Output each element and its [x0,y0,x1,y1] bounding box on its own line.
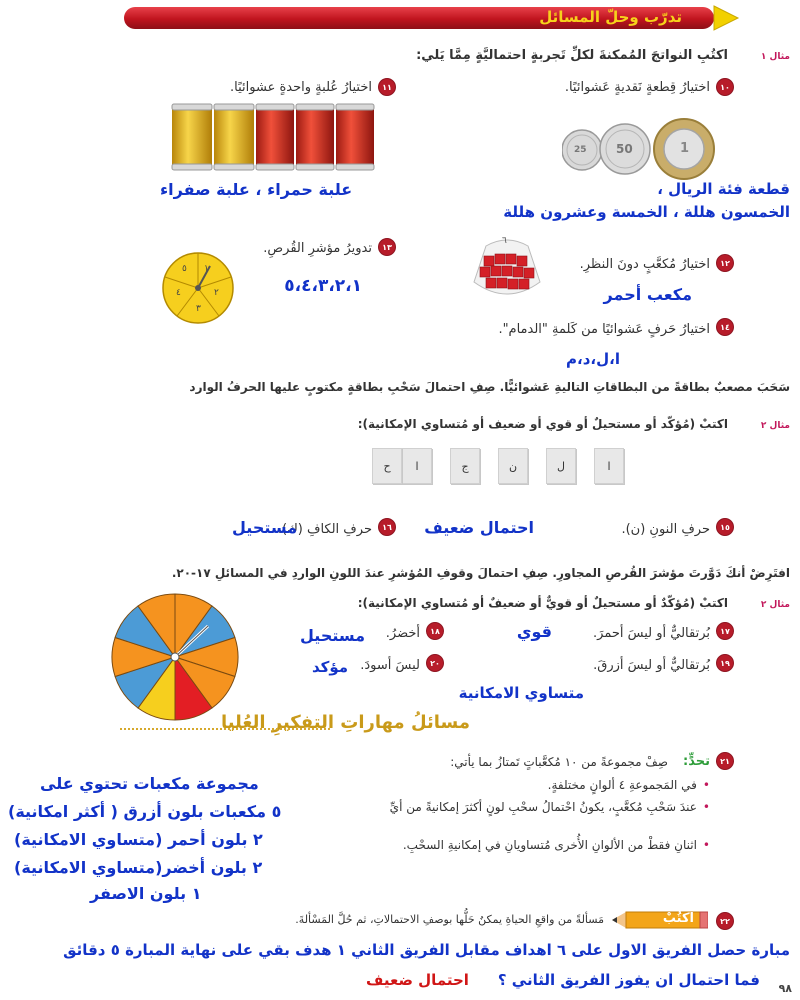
q19-answer: متساوي الامكانية [458,684,584,702]
q16-text: حرفِ الكافِ (ك). [277,522,372,537]
question-number-16: ١٦ [378,518,396,536]
coin-label-25: 25 [574,145,587,155]
page-title: تدرّب وحلّ المسائل [539,8,682,26]
bag-label: ٦ [502,236,507,246]
spinner-large [110,592,240,722]
question-number-10: ١٠ [716,78,734,96]
q13-text: تدويرُ مؤشرِ القُرصِ. [263,241,372,256]
question-number-22: ٢٢ [716,912,734,930]
q21-answer-line-5: ١ بلون الاصفر [90,884,202,903]
q22-text: مَسألةً من واقعِ الحياةِ يمكنُ حَلُّها بوصفِ الاحتمالاتِ، ثم حُلَّ المَسْألةَ. [295,913,604,926]
question-number-18: ١٨ [426,622,444,640]
q20-answer: مؤكد [312,658,349,676]
question-number-21: ٢١ [716,752,734,770]
q12-text: اختيارُ مُكعَّبٍ دونَ النظرِ. [579,257,710,272]
question-number-17: ١٧ [716,622,734,640]
question-number-14: ١٤ [716,318,734,336]
coin-label-50: 50 [616,142,633,156]
q22-answer-line-2-red: احتمال ضعيف [366,971,469,989]
letter-card: ح [372,448,402,484]
letter-card: ا [594,448,624,484]
q10-answer-line1: قطعة فئة الريال ، [657,180,790,198]
q17-answer: قوي [516,622,552,641]
spinner-small [160,250,236,326]
q11-text: اختيارُ عُلبةٍ واحدةٍ عشوائيًا. [230,80,372,95]
q21-text: صِفْ مجموعةً من ١٠ مُكعَّباتٍ تَمتازُ بما يأتي: [450,755,668,769]
bag-of-cubes-illustration [466,232,548,302]
cans-illustration [170,100,380,172]
q21-label: تحدٍّ: [683,754,710,769]
q21-bullet-2: • عندَ سَحْبِ مُكعَّبٍ، يكونُ احْتمالُ سحْبِ لونٍ أكثرَ إمكانيةً من أيِّ [390,800,710,814]
q17-text: بُرتقاليٌّ أو ليسَ أحمرَ. [593,626,710,641]
coins-illustration [562,118,792,180]
section2-instruction: اكتبْ (مُؤكّد أو مستحيلٌ أو قوي أو ضعيف أو مُتساوي الإمكانية): [357,417,728,431]
header-banner [118,4,740,32]
example-tag-3: مثال ٢ [760,600,790,610]
q22-answer-line-2: فما احتمال ان يفوز الفريق الثاني ؟ [497,971,760,989]
q12-answer: مكعب أحمر [603,285,692,304]
q13-answer: ٥،٤،٣،٢،١ [284,276,362,296]
q21-answer-line-3: ٢ بلون أحمر (متساوي الامكانية) [14,830,263,849]
section1-instruction: اكتُبِ النواتجَ المُمكنةَ لكلِّ تَجربةٍ احتماليَّةٍ مِمَّا يَلي: [416,48,728,63]
q21-bullet-3: • اثنانِ فقطْ من الألوانِ الأُخرى مُتساويانِ في إمكانيةِ السحْبِ. [403,838,710,852]
question-number-13: ١٣ [378,238,396,256]
section2-intro: سَحَبَ مصعبٌ بطاقةً من البطاقاتِ التاليةِ عَشوائيًّا. صِفِ احتمالَ سَحْبِ بطاقةٍ مكتوبٍ عليها الحرفُ الوارد [189,380,790,394]
question-number-12: ١٢ [716,254,734,272]
write-label: اُكتُبْ [662,911,694,926]
section3-instruction: اكتبْ (مُؤكّدٌ أو مستحيلٌ أو قويٌّ أو ضعيفٌ أو مُتساوي الإمكانية): [357,596,728,610]
q15-text: حرفِ النونِ (ن). [621,522,710,537]
spinner-label-3: ٣ [196,304,201,314]
section3-intro: افتَرِضْ أنكَ دَوَّرتَ مؤشرَ القُرصِ المجاورِ. صِفِ احتمالَ وقوفِ المُؤشرِ عندَ اللونِ الواردِ في المسائلِ ١٧-٢٠. [171,566,790,580]
letter-card: ل [546,448,576,484]
question-number-20: ٢٠ [426,654,444,672]
spinner-label-2: ٢ [214,288,219,298]
example-tag-2: مثال ٢ [760,421,790,431]
q18-text: أخضرُ. [385,626,420,641]
q10-text: اختيارُ قِطعةٍ نَقديةٍ عَشوائيًا. [564,80,710,95]
spinner-label-1: ١ [204,264,209,274]
q20-text: ليسَ أسودَ. [360,658,420,673]
q22-answer-line-1: مبارة حصل الفريق الاول على ٦ اهداف مقابل الفريق الثاني ١ هدف بقي على نهاية المبارة ٥ دقائق [63,941,790,959]
q14-answer: ا،ل،د،م [566,350,620,368]
spinner-label-5: ٥ [182,264,187,274]
spinner-label-4: ٤ [176,288,181,298]
question-number-11: ١١ [378,78,396,96]
coin-label-1: 1 [680,141,690,156]
q21-answer-line-1: مجموعة مكعبات تحتوي على [40,774,259,793]
q21-bullet-1: • في المَجموعةِ ٤ ألوانٍ مختلفةٍ. [548,778,710,792]
pencil-label [612,910,708,930]
hots-title: مسائلُ مهاراتِ التفكيرِ العُليا [220,712,470,733]
q11-answer: علبة حمراء ، علبة صفراء [160,180,353,199]
hots-divider [120,728,330,730]
q19-text: بُرتقاليٌّ أو ليسَ أزرقَ. [593,658,710,673]
page-number: ٩٨ [778,982,792,995]
q14-text: اختيارُ حَرفٍ عَشوائيًا من كَلمةِ "الدمام". [498,322,710,337]
example-tag-1: مثال ١ [760,52,790,62]
q21-answer-line-2: ٥ مكعبات بلون أزرق ( أكثر امكانية) [8,802,282,821]
q21-answer-line-4: ٢ بلون أخضر(متساوي الامكانية) [14,858,263,877]
question-number-15: ١٥ [716,518,734,536]
letter-card: ن [498,448,528,484]
q18-answer: مستحيل [300,626,366,645]
q15-answer: احتمال ضعيف [424,518,534,537]
q16-answer: مستحيل [232,518,298,537]
letter-card: ج [450,448,480,484]
question-number-19: ١٩ [716,654,734,672]
letter-card: ا [402,448,432,484]
q10-answer-line2: الخمسون هللة ، الخمسة وعشرون هللة [503,203,790,221]
